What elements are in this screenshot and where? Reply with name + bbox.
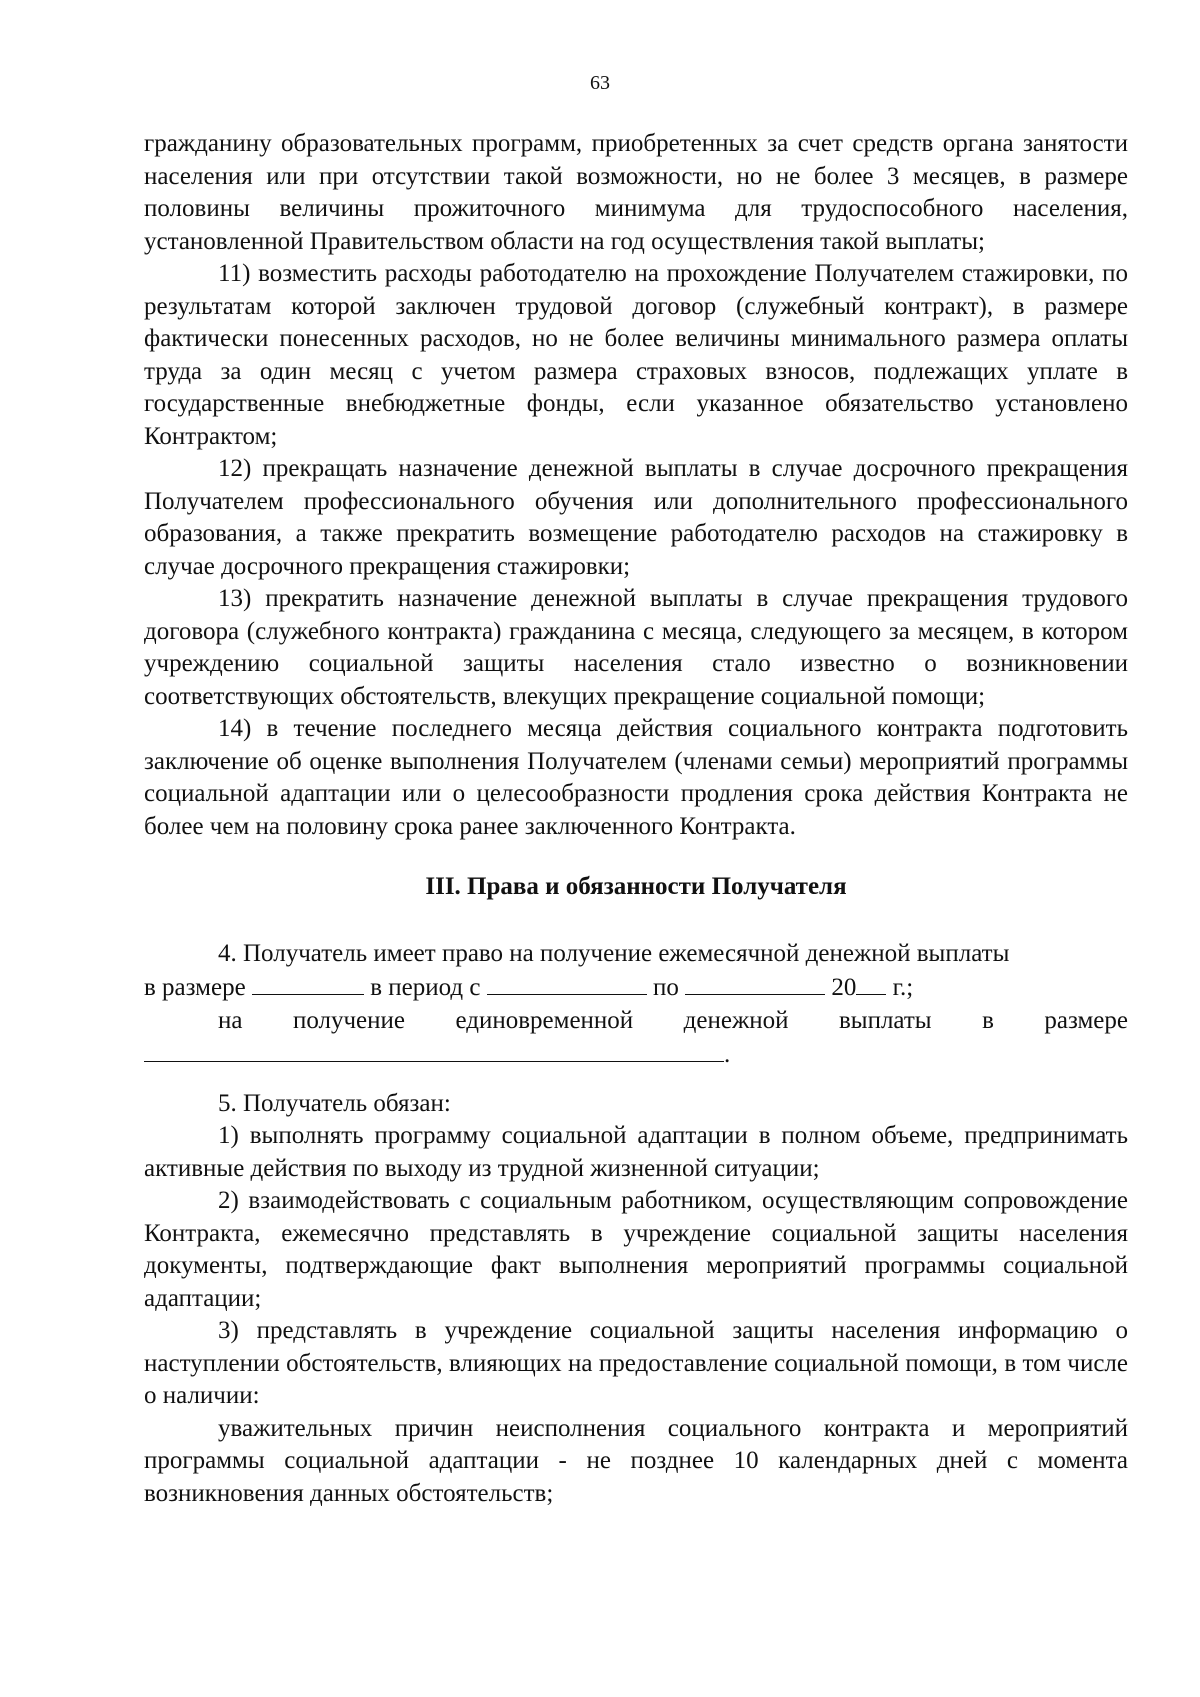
duty-3: 3) представлять в учреждение социальной защиты населения информацию о наступлении обстоятельств, влияющих на предоставление социальной помощи, в том числе о наличии:: [144, 1317, 1128, 1409]
duty-2: 2) взаимодействовать с социальным работником, осуществляющим сопровождение Контракта, ежемесячно представлять в учреждение социальной защиты населения документы, подтверждающие факт выполнения мероприятий программы социальной адаптации;: [144, 1187, 1128, 1312]
paragraph-item-13: 13) прекратить назначение денежной выплаты в случае прекращения трудового договора (служебного контракта) гражданина с месяца, следующего за месяцем, в котором учреждению социальной защиты населения стало известно о возникновении соответствующих обстоятельств, влекущих прекращение социальной помощи;: [144, 585, 1128, 710]
amount-blank[interactable]: [252, 970, 364, 995]
item-4-period-line: [144, 970, 1128, 1005]
year-prefix: 20: [831, 974, 857, 1001]
lump-sum-blank[interactable]: [144, 1037, 724, 1062]
lump-sum-line: на получение единовременной денежной выплаты в размере: [218, 1006, 1128, 1034]
item-5-title: 5. Получатель обязан:: [218, 1089, 451, 1117]
paragraph-item-12: 12) прекращать назначение денежной выплаты в случае досрочного прекращения Получателем профессионального обучения или дополнительного профессионального образования, а также прекратить возмещение работодателю расходов на стажировку в случае досрочного прекращения стажировки;: [144, 455, 1128, 580]
year-suffix: г.;: [892, 974, 914, 1001]
amount-label: в размере: [144, 974, 246, 1001]
duty-1: 1) выполнять программу социальной адаптации в полном объеме, предпринимать активные действия по выходу из трудной жизненной ситуации;: [144, 1122, 1128, 1182]
paragraph-continuation: гражданину образовательных программ, приобретенных за счет средств органа занятости населения или при отсутствии такой возможности, но не более 3 месяцев, в размере половины величины прожиточного минимума для трудоспособного населения, установленной Правительством области на год осуществления такой выплаты;: [144, 130, 1128, 255]
period-start-blank[interactable]: [487, 970, 647, 995]
spacer: [144, 1072, 1128, 1088]
paragraph-item-11: 11) возместить расходы работодателю на прохождение Получателем стажировки, по результатам которой заключен трудовой договор (служебный контракт), в размере фактически понесенных расходов, но не более величины минимального размера оплаты труда за один месяц с учетом размера страховых взносов, подлежащих уплате в государственные внебюджетные фонды, если указанное обязательство установлено Контрактом;: [144, 260, 1128, 450]
paragraph-item-14: 14) в течение последнего месяца действия социального контракта подготовить заключение об оценке выполнения Получателем (членами семьи) мероприятий программы социальной адаптации или о целесообразности продления срока действия Контракта не более чем на половину срока ранее заключенного Контракта.: [144, 715, 1128, 840]
period-end-blank[interactable]: [685, 970, 825, 995]
page-number: 63: [590, 72, 610, 94]
lump-sum-amount-line: [144, 1037, 1128, 1072]
section-title: III. Права и обязанности Получателя: [425, 873, 847, 900]
document-body: [144, 128, 1128, 1510]
period-to-label: по: [652, 974, 679, 1001]
period-from-label: в период с: [370, 974, 481, 1001]
year-blank[interactable]: [856, 970, 886, 995]
lump-sum-end: .: [724, 1041, 731, 1068]
duty-3-sub: уважительных причин неисполнения социального контракта и мероприятий программы социальной адаптации - не позднее 10 календарных дней с момента возникновения данных обстоятельств;: [144, 1414, 1128, 1507]
item-4-line: 4. Получатель имеет право на получение ежемесячной денежной выплаты: [218, 939, 1010, 967]
